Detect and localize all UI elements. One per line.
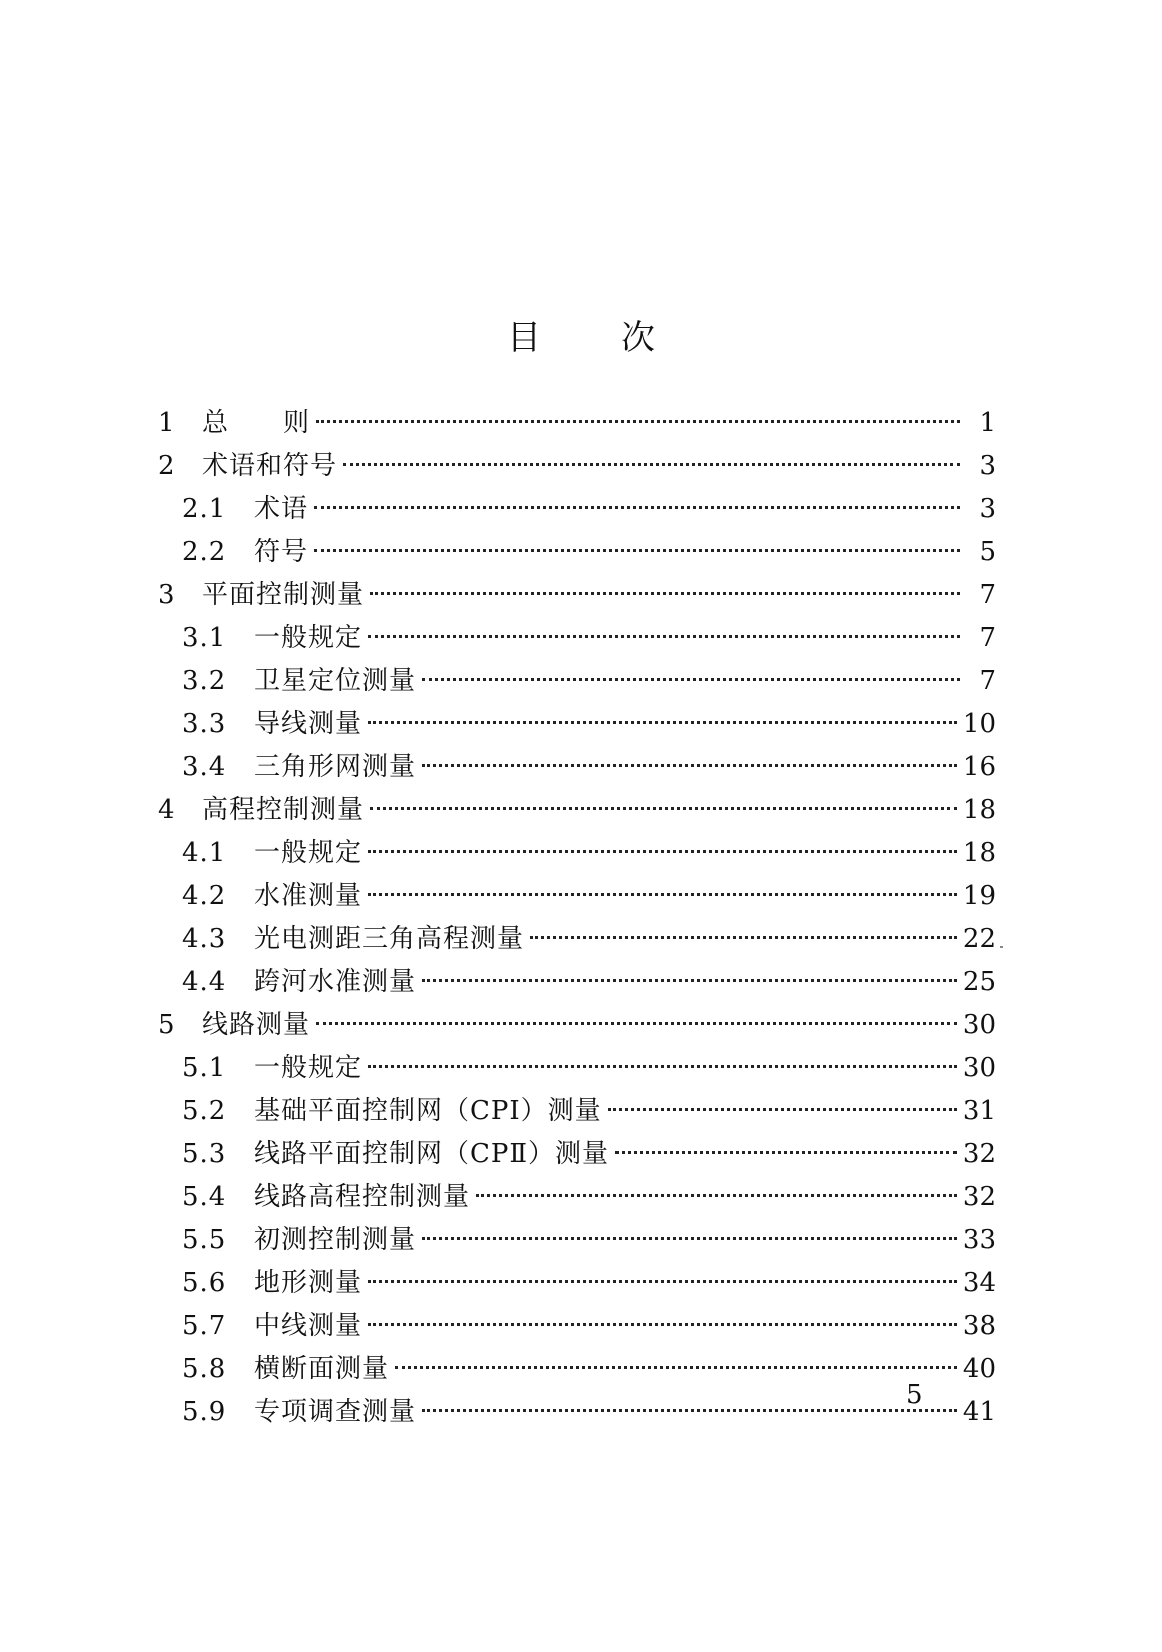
toc-chapter-entry[interactable] — [158, 795, 996, 838]
toc-dot-leader — [368, 850, 957, 853]
toc-entry-page: 7 — [979, 580, 996, 610]
toc-dot-leader — [422, 1409, 957, 1412]
scan-speck — [1000, 946, 1003, 948]
page-number: 5 — [906, 1380, 923, 1410]
toc-entry-title: 术语和符号 — [202, 451, 338, 481]
toc-entry-title: 中线测量 — [254, 1311, 363, 1341]
toc-entry-number: 5.3 — [182, 1139, 227, 1169]
toc-entry-title: 三角形网测量 — [254, 752, 417, 782]
toc-entry-number: 1 — [158, 408, 175, 438]
toc-entry-title: 高程控制测量 — [202, 795, 365, 825]
toc-dot-leader — [368, 1323, 957, 1326]
toc-section-entry[interactable] — [158, 881, 996, 924]
toc-entry-title: 线路平面控制网（CPⅡ）测量 — [254, 1139, 610, 1169]
toc-dot-leader — [368, 1280, 957, 1283]
table-of-contents — [158, 408, 996, 1440]
toc-entry-page: 31 — [962, 1096, 996, 1126]
toc-entry-title: 线路测量 — [202, 1010, 311, 1040]
toc-chapter-entry[interactable] — [158, 580, 996, 623]
toc-entry-number: 3.1 — [182, 623, 227, 653]
toc-dot-leader — [370, 807, 957, 810]
toc-section-entry[interactable] — [158, 1311, 996, 1354]
toc-entry-title: 地形测量 — [254, 1268, 363, 1298]
toc-entry-number: 2 — [158, 451, 175, 481]
toc-entry-number: 4.4 — [182, 967, 227, 997]
toc-dot-leader — [368, 635, 960, 638]
toc-entry-page: 32 — [962, 1182, 996, 1212]
toc-entry-title: 横断面测量 — [254, 1354, 390, 1384]
toc-entry-title: 基础平面控制网（CPⅠ）测量 — [254, 1096, 602, 1126]
toc-section-entry[interactable] — [158, 1139, 996, 1182]
toc-section-entry[interactable] — [158, 1053, 996, 1096]
toc-entry-page: 32 — [962, 1139, 996, 1169]
toc-entry-number: 5 — [158, 1010, 175, 1040]
toc-chapter-entry[interactable] — [158, 451, 996, 494]
toc-dot-leader — [314, 549, 960, 552]
toc-dot-leader — [530, 936, 957, 939]
toc-entry-number: 4.2 — [182, 881, 227, 911]
toc-section-entry[interactable] — [158, 838, 996, 881]
toc-entry-page: 7 — [979, 623, 996, 653]
toc-entry-number: 3 — [158, 580, 175, 610]
toc-entry-title: 卫星定位测量 — [254, 666, 417, 696]
toc-entry-number: 5.6 — [182, 1268, 227, 1298]
toc-section-entry[interactable] — [158, 709, 996, 752]
toc-section-entry[interactable] — [158, 494, 996, 537]
toc-dot-leader — [422, 1237, 957, 1240]
toc-section-entry[interactable] — [158, 1225, 996, 1268]
toc-entry-page: 22 — [962, 924, 996, 954]
toc-section-entry[interactable] — [158, 1397, 996, 1440]
toc-entry-page: 25 — [962, 967, 996, 997]
toc-entry-page: 3 — [979, 451, 996, 481]
toc-dot-leader — [316, 420, 960, 423]
toc-entry-page: 41 — [962, 1397, 996, 1427]
toc-chapter-entry[interactable] — [158, 1010, 996, 1053]
toc-entry-title: 总 则 — [202, 408, 311, 438]
toc-section-entry[interactable] — [158, 1182, 996, 1225]
toc-entry-title: 一般规定 — [254, 623, 363, 653]
toc-entry-page: 30 — [962, 1010, 996, 1040]
toc-entry-number: 5.9 — [182, 1397, 227, 1427]
toc-entry-title: 专项调查测量 — [254, 1397, 417, 1427]
toc-entry-page: 3 — [979, 494, 996, 524]
toc-section-entry[interactable] — [158, 1268, 996, 1311]
toc-entry-number: 2.2 — [182, 537, 227, 567]
toc-section-entry[interactable] — [158, 666, 996, 709]
toc-entry-number: 3.2 — [182, 666, 227, 696]
toc-entry-title: 光电测距三角高程测量 — [254, 924, 525, 954]
toc-entry-page: 33 — [962, 1225, 996, 1255]
toc-dot-leader — [422, 678, 960, 681]
toc-entry-number: 4.1 — [182, 838, 227, 868]
toc-entry-page: 38 — [962, 1311, 996, 1341]
toc-entry-page: 40 — [962, 1354, 996, 1384]
toc-entry-title: 符号 — [254, 537, 309, 567]
toc-entry-title: 一般规定 — [254, 1053, 363, 1083]
toc-entry-page: 34 — [962, 1268, 996, 1298]
toc-entry-number: 5.8 — [182, 1354, 227, 1384]
toc-entry-number: 3.4 — [182, 752, 227, 782]
toc-dot-leader — [316, 1022, 957, 1025]
toc-entry-number: 4.3 — [182, 924, 227, 954]
toc-dot-leader — [422, 979, 957, 982]
toc-entry-title: 术语 — [254, 494, 309, 524]
toc-dot-leader — [368, 893, 957, 896]
toc-dot-leader — [422, 764, 957, 767]
toc-dot-leader — [370, 592, 960, 595]
toc-entry-number: 2.1 — [182, 494, 227, 524]
toc-entry-number: 3.3 — [182, 709, 227, 739]
toc-section-entry[interactable] — [158, 967, 996, 1010]
toc-entry-title: 线路高程控制测量 — [254, 1182, 471, 1212]
toc-entry-number: 5.4 — [182, 1182, 227, 1212]
toc-entry-page: 1 — [979, 408, 996, 438]
toc-dot-leader — [343, 463, 960, 466]
toc-entry-title: 跨河水准测量 — [254, 967, 417, 997]
toc-entry-page: 18 — [962, 795, 996, 825]
toc-entry-title: 平面控制测量 — [202, 580, 365, 610]
toc-dot-leader — [368, 721, 957, 724]
toc-dot-leader — [615, 1151, 957, 1154]
toc-section-entry[interactable] — [158, 924, 996, 967]
toc-entry-page: 18 — [962, 838, 996, 868]
toc-entry-page: 5 — [979, 537, 996, 567]
toc-dot-leader — [395, 1366, 957, 1369]
toc-entry-page: 30 — [962, 1053, 996, 1083]
toc-dot-leader — [608, 1108, 957, 1111]
toc-dot-leader — [368, 1065, 957, 1068]
page-title: 目次 — [507, 318, 735, 358]
toc-section-entry[interactable] — [158, 752, 996, 795]
toc-entry-number: 5.1 — [182, 1053, 227, 1083]
toc-section-entry[interactable] — [158, 537, 996, 580]
toc-entry-title: 初测控制测量 — [254, 1225, 417, 1255]
toc-section-entry[interactable] — [158, 1354, 996, 1397]
toc-section-entry[interactable] — [158, 623, 996, 666]
toc-dot-leader — [476, 1194, 957, 1197]
toc-entry-title: 导线测量 — [254, 709, 363, 739]
toc-entry-number: 5.2 — [182, 1096, 227, 1126]
toc-entry-page: 19 — [962, 881, 996, 911]
toc-entry-number: 4 — [158, 795, 175, 825]
toc-entry-title: 一般规定 — [254, 838, 363, 868]
toc-section-entry[interactable] — [158, 1096, 996, 1139]
toc-entry-page: 7 — [979, 666, 996, 696]
toc-entry-page: 16 — [962, 752, 996, 782]
toc-dot-leader — [314, 506, 960, 509]
toc-entry-title: 水准测量 — [254, 881, 363, 911]
toc-entry-page: 10 — [962, 709, 996, 739]
toc-chapter-entry[interactable] — [158, 408, 996, 451]
toc-entry-number: 5.5 — [182, 1225, 227, 1255]
toc-entry-number: 5.7 — [182, 1311, 227, 1341]
